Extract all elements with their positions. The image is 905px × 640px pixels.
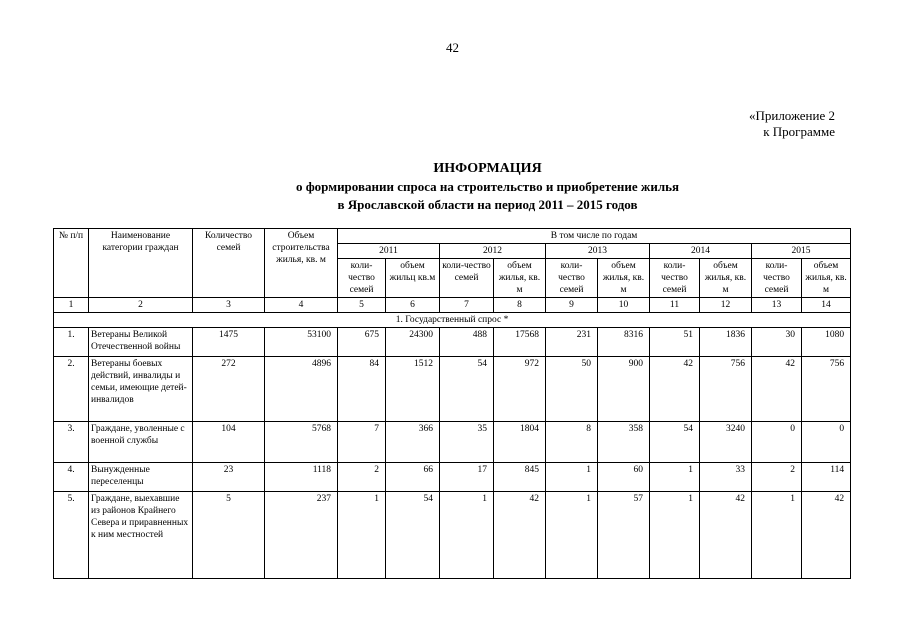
cell-value: 66 (386, 463, 440, 492)
cell-value: 51 (650, 328, 700, 357)
cell-value: 2 (752, 463, 802, 492)
header-year: 2014 (650, 244, 752, 259)
cell-value: 60 (598, 463, 650, 492)
cell-value: 1836 (700, 328, 752, 357)
table-row (54, 422, 851, 463)
table-row (54, 463, 851, 492)
cell-value: 42 (650, 357, 700, 422)
subheader-volume: объем жилья, кв. м (700, 259, 752, 298)
title-line-3: в Ярославской области на период 2011 – 2015 годов (337, 197, 638, 212)
cell-value: 1 (440, 492, 494, 579)
col-number: 12 (700, 298, 752, 313)
cell-value: 1 (546, 463, 598, 492)
cell-value: 24300 (386, 328, 440, 357)
cell-value: 50 (546, 357, 598, 422)
subheader-volume: объем жилья, кв. м (802, 259, 851, 298)
cell-value: 231 (546, 328, 598, 357)
header-category: Наименование категории граждан (89, 229, 193, 298)
subheader-count: коли-чество семей (752, 259, 802, 298)
col-number: 1 (54, 298, 89, 313)
cell-value: 8 (546, 422, 598, 463)
cell-value: 366 (386, 422, 440, 463)
row-category: Ветераны боевых действий, инвалиды и семьи, имеющие детей-инвалидов (89, 357, 193, 422)
row-number: 1. (54, 328, 89, 357)
row-number: 5. (54, 492, 89, 579)
subheader-count: коли-чество семей (440, 259, 494, 298)
cell-value: 756 (802, 357, 851, 422)
appendix-line-1: «Приложение 2 (748, 108, 835, 123)
row-volume: 237 (265, 492, 338, 579)
cell-value: 1 (650, 463, 700, 492)
cell-value: 1 (650, 492, 700, 579)
cell-value: 0 (802, 422, 851, 463)
header-year: 2015 (752, 244, 851, 259)
cell-value: 114 (802, 463, 851, 492)
cell-value: 675 (338, 328, 386, 357)
table-row (54, 328, 851, 357)
subheader-volume: объем жилья, кв. м (598, 259, 650, 298)
header-year: 2012 (440, 244, 546, 259)
header-num: № п/п (54, 229, 89, 298)
cell-value: 3240 (700, 422, 752, 463)
page-number: 42 (446, 40, 459, 55)
table-row (54, 492, 851, 579)
col-number: 13 (752, 298, 802, 313)
cell-value: 8316 (598, 328, 650, 357)
col-number: 3 (193, 298, 265, 313)
col-number: 6 (386, 298, 440, 313)
cell-value: 7 (338, 422, 386, 463)
header-year: 2011 (338, 244, 440, 259)
row-volume: 1118 (265, 463, 338, 492)
row-category: Вынужденные переселенцы (89, 463, 193, 492)
row-volume: 53100 (265, 328, 338, 357)
cell-value: 1 (546, 492, 598, 579)
cell-value: 17 (440, 463, 494, 492)
cell-value: 1 (338, 492, 386, 579)
row-category: Ветераны Великой Отечественной войны (89, 328, 193, 357)
title-line-2: о формировании спроса на строительство и приобретение жилья (295, 179, 680, 194)
cell-value: 42 (700, 492, 752, 579)
row-volume: 5768 (265, 422, 338, 463)
col-number: 7 (440, 298, 494, 313)
row-families: 23 (193, 463, 265, 492)
row-families: 1475 (193, 328, 265, 357)
cell-value: 358 (598, 422, 650, 463)
subheader-count: коли-чество семей (338, 259, 386, 298)
cell-value: 1 (752, 492, 802, 579)
header-by-years: В том числе по годам (338, 229, 851, 244)
subheader-volume: объем жильц кв.м (386, 259, 440, 298)
appendix-note (705, 108, 835, 140)
cell-value: 30 (752, 328, 802, 357)
cell-value: 972 (494, 357, 546, 422)
cell-value: 42 (802, 492, 851, 579)
column-number-row (54, 298, 851, 313)
header-volume: Объем строительства жилья, кв. м (265, 229, 338, 298)
row-families: 104 (193, 422, 265, 463)
cell-value: 57 (598, 492, 650, 579)
cell-value: 845 (494, 463, 546, 492)
cell-value: 42 (494, 492, 546, 579)
cell-value: 54 (650, 422, 700, 463)
cell-value: 488 (440, 328, 494, 357)
cell-value: 33 (700, 463, 752, 492)
subheader-volume: объем жилья, кв. м (494, 259, 546, 298)
col-number: 4 (265, 298, 338, 313)
cell-value: 900 (598, 357, 650, 422)
table-row (54, 357, 851, 422)
row-category: Граждане, уволенные с военной службы (89, 422, 193, 463)
row-number: 3. (54, 422, 89, 463)
cell-value: 35 (440, 422, 494, 463)
col-number: 11 (650, 298, 700, 313)
section-header: 1. Государственный спрос * (54, 313, 851, 328)
cell-value: 1512 (386, 357, 440, 422)
col-number: 2 (89, 298, 193, 313)
appendix-line-2: к Программе (763, 124, 835, 139)
header-year: 2013 (546, 244, 650, 259)
col-number: 9 (546, 298, 598, 313)
col-number: 10 (598, 298, 650, 313)
cell-value: 54 (386, 492, 440, 579)
row-volume: 4896 (265, 357, 338, 422)
col-number: 5 (338, 298, 386, 313)
row-category: Граждане, выехавшие из районов Крайнего Севера и приравненных к ним местностей (89, 492, 193, 579)
cell-value: 54 (440, 357, 494, 422)
document-title (0, 160, 905, 214)
cell-value: 84 (338, 357, 386, 422)
cell-value: 0 (752, 422, 802, 463)
cell-value: 756 (700, 357, 752, 422)
row-families: 272 (193, 357, 265, 422)
header-families: Количество семей (193, 229, 265, 298)
cell-value: 42 (752, 357, 802, 422)
cell-value: 1804 (494, 422, 546, 463)
cell-value: 1080 (802, 328, 851, 357)
col-number: 14 (802, 298, 851, 313)
cell-value: 2 (338, 463, 386, 492)
cell-value: 17568 (494, 328, 546, 357)
demand-table (53, 228, 851, 579)
subheader-count: коли-чество семей (546, 259, 598, 298)
row-number: 4. (54, 463, 89, 492)
title-line-1: ИНФОРМАЦИЯ (433, 161, 542, 176)
subheader-count: коли-чество семей (650, 259, 700, 298)
row-families: 5 (193, 492, 265, 579)
row-number: 2. (54, 357, 89, 422)
col-number: 8 (494, 298, 546, 313)
